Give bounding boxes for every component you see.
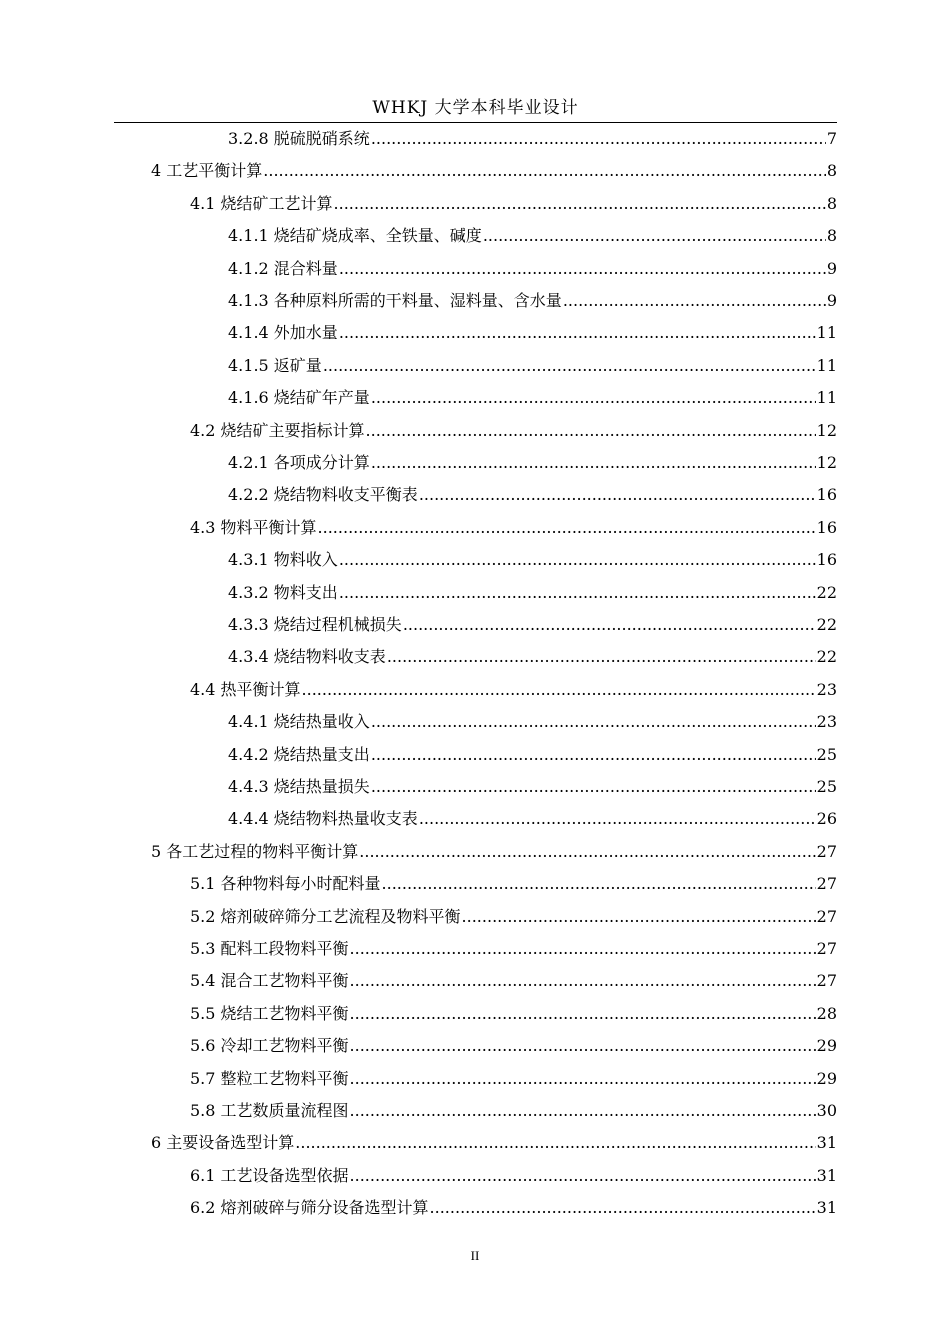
toc-entry-page: 25 <box>816 777 837 796</box>
toc-entry[interactable] <box>190 903 837 931</box>
toc-entry-page: 27 <box>816 906 837 926</box>
toc-dot-leader <box>371 449 816 477</box>
toc-entry-title: 4.2.1 各项成分计算 <box>228 453 370 472</box>
toc-dot-leader <box>334 190 826 218</box>
toc-entry[interactable] <box>190 1097 837 1125</box>
toc-entry-title: 4.1.2 混合料量 <box>228 258 338 278</box>
toc-entry-page: 27 <box>816 971 837 991</box>
toc-entry-page: 28 <box>816 1003 837 1023</box>
toc-entry-title: 5.2 熔剂破碎筛分工艺流程及物料平衡 <box>190 906 461 926</box>
toc-dot-leader <box>387 643 816 671</box>
toc-entry-page: 29 <box>816 1036 837 1056</box>
toc-entry-page: 11 <box>816 388 837 408</box>
toc-entry-title: 4.2.2 烧结物料收支平衡表 <box>228 485 418 505</box>
toc-entry-page: 25 <box>816 744 837 764</box>
toc-entry[interactable] <box>228 449 837 477</box>
toc-entry-page: 29 <box>816 1068 837 1088</box>
toc-entry-title: 4.3.3 烧结过程机械损失 <box>228 615 402 634</box>
toc-dot-leader <box>350 1000 816 1028</box>
toc-entry-page: 27 <box>816 874 837 894</box>
toc-dot-leader <box>318 514 816 542</box>
toc-entry-title: 6.1 工艺设备选型依据 <box>190 1165 349 1185</box>
toc-entry[interactable] <box>190 1194 837 1222</box>
toc-entry-title: 4.3.2 物料支出 <box>228 582 338 602</box>
page-number: II <box>470 1248 480 1263</box>
header-rule <box>114 122 837 123</box>
toc-dot-leader <box>371 708 816 736</box>
toc-dot-leader <box>350 935 816 963</box>
toc-entry[interactable] <box>228 481 837 509</box>
toc-dot-leader <box>339 579 816 607</box>
toc-entry-page: 12 <box>816 420 837 440</box>
toc-entry-page: 23 <box>816 712 837 732</box>
toc-dot-leader <box>430 1194 816 1222</box>
toc-entry[interactable] <box>151 838 837 866</box>
toc-entry-page: 8 <box>826 161 837 181</box>
toc-entry[interactable] <box>228 222 837 250</box>
toc-entry[interactable] <box>190 935 837 963</box>
toc-entry-page: 16 <box>816 550 837 570</box>
toc-dot-leader <box>350 1162 816 1190</box>
toc-dot-leader <box>350 1065 816 1093</box>
toc-dot-leader <box>371 773 816 801</box>
toc-entry[interactable] <box>190 190 837 218</box>
toc-entry-title: 4.4 热平衡计算 <box>190 679 301 699</box>
toc-entry-page: 16 <box>816 485 837 505</box>
toc-entry-page: 11 <box>816 355 837 375</box>
toc-entry-title: 5.3 配料工段物料平衡 <box>190 939 349 958</box>
toc-entry-title: 4.4.1 烧结热量收入 <box>228 712 370 732</box>
toc-entry-page: 7 <box>826 129 837 148</box>
toc-dot-leader <box>483 222 826 250</box>
toc-entry-page: 22 <box>816 582 837 602</box>
toc-entry-title: 4.3.1 物料收入 <box>228 550 338 570</box>
toc-entry[interactable] <box>228 805 837 833</box>
toc-entry-page: 27 <box>816 939 837 958</box>
toc-entry[interactable] <box>190 967 837 995</box>
toc-dot-leader <box>419 481 816 509</box>
toc-entry[interactable] <box>228 579 837 607</box>
toc-dot-leader <box>263 157 826 185</box>
toc-entry[interactable] <box>228 611 837 639</box>
toc-entry[interactable] <box>228 319 837 347</box>
toc-entry-page: 23 <box>816 679 837 699</box>
toc-entry[interactable] <box>151 157 837 185</box>
toc-dot-leader <box>382 870 816 898</box>
toc-dot-leader <box>295 1129 815 1157</box>
toc-entry[interactable] <box>228 125 837 153</box>
toc-entry-title: 4.3 物料平衡计算 <box>190 517 317 537</box>
toc-entry-page: 31 <box>816 1133 837 1153</box>
toc-entry[interactable] <box>190 870 837 898</box>
page-header: WHKJ 大学本科毕业设计 <box>372 98 579 118</box>
toc-entry-page: 12 <box>816 453 837 472</box>
toc-entry-title: 5.7 整粒工艺物料平衡 <box>190 1068 349 1088</box>
toc-entry-page: 9 <box>826 291 837 310</box>
toc-dot-leader <box>350 1032 816 1060</box>
toc-entry-title: 4.4.4 烧结物料热量收支表 <box>228 809 418 829</box>
toc-entry-page: 11 <box>816 323 837 343</box>
toc-entry-page: 22 <box>816 647 837 667</box>
toc-entry-title: 4.1.6 烧结矿年产量 <box>228 388 370 408</box>
toc-entry[interactable] <box>228 546 837 574</box>
toc-entry-title: 4.4.3 烧结热量损失 <box>228 777 370 796</box>
toc-dot-leader <box>323 352 816 380</box>
toc-entry-page: 8 <box>826 193 837 213</box>
toc-entry-page: 8 <box>826 226 837 246</box>
toc-dot-leader <box>371 384 816 412</box>
toc-entry[interactable] <box>228 708 837 736</box>
toc-entry[interactable] <box>190 676 837 704</box>
toc-entry-title: 5.4 混合工艺物料平衡 <box>190 971 349 991</box>
toc-entry[interactable] <box>228 741 837 769</box>
toc-entry[interactable] <box>190 417 837 445</box>
toc-entry-title: 6 主要设备选型计算 <box>151 1133 295 1153</box>
toc-entry-title: 3.2.8 脱硫脱硝系统 <box>228 129 370 148</box>
toc-entry[interactable] <box>190 1065 837 1093</box>
toc-entry-title: 4.3.4 烧结物料收支表 <box>228 647 386 667</box>
toc-entry-page: 26 <box>816 809 837 829</box>
toc-entry[interactable] <box>151 1129 837 1157</box>
toc-dot-leader <box>371 741 816 769</box>
toc-entry-title: 4.1.5 返矿量 <box>228 355 322 375</box>
toc-entry-title: 4 工艺平衡计算 <box>151 161 263 181</box>
toc-entry-title: 5 各工艺过程的物料平衡计算 <box>151 841 359 861</box>
toc-entry[interactable] <box>228 255 837 283</box>
toc-entry[interactable] <box>190 514 837 542</box>
toc-dot-leader <box>462 903 816 931</box>
toc-dot-leader <box>366 417 816 445</box>
toc-dot-leader <box>419 805 816 833</box>
toc-dot-leader <box>371 125 826 153</box>
toc-dot-leader <box>339 255 826 283</box>
toc-entry[interactable] <box>228 287 837 315</box>
toc-entry-title: 4.1.3 各种原料所需的干料量、湿料量、含水量 <box>228 291 562 310</box>
toc-entry-page: 9 <box>826 258 837 278</box>
toc-dot-leader <box>359 838 815 866</box>
toc-entry-page: 31 <box>816 1198 837 1218</box>
toc-entry-title: 4.1.1 烧结矿烧成率、全铁量、碱度 <box>228 226 482 246</box>
toc-entry-title: 6.2 熔剂破碎与筛分设备选型计算 <box>190 1198 429 1218</box>
toc-entry-page: 22 <box>816 615 837 634</box>
toc-entry-title: 4.1.4 外加水量 <box>228 323 338 343</box>
toc-entry-title: 4.2 烧结矿主要指标计算 <box>190 420 365 440</box>
toc-dot-leader <box>339 546 816 574</box>
toc-entry-title: 4.1 烧结矿工艺计算 <box>190 193 333 213</box>
toc-dot-leader <box>302 676 816 704</box>
toc-entry-page: 16 <box>816 517 837 537</box>
toc-dot-leader <box>350 1097 816 1125</box>
toc-entry[interactable] <box>190 1000 837 1028</box>
toc-entry-page: 30 <box>816 1101 837 1120</box>
toc-entry-title: 5.5 烧结工艺物料平衡 <box>190 1003 349 1023</box>
toc-entry[interactable] <box>228 352 837 380</box>
toc-entry[interactable] <box>228 384 837 412</box>
toc-dot-leader <box>339 319 816 347</box>
toc-entry-title: 5.1 各种物料每小时配料量 <box>190 874 381 894</box>
toc-entry[interactable] <box>228 773 837 801</box>
toc-entry-title: 5.6 冷却工艺物料平衡 <box>190 1036 349 1056</box>
toc-entry-page: 31 <box>816 1165 837 1185</box>
toc-entry-title: 4.4.2 烧结热量支出 <box>228 744 370 764</box>
toc-entry[interactable] <box>228 643 837 671</box>
toc-dot-leader <box>563 287 826 315</box>
toc-entry-page: 27 <box>816 841 837 861</box>
toc-entry[interactable] <box>190 1162 837 1190</box>
toc-entry[interactable] <box>190 1032 837 1060</box>
toc-dot-leader <box>403 611 816 639</box>
toc-dot-leader <box>350 967 816 995</box>
toc-entry-title: 5.8 工艺数质量流程图 <box>190 1101 349 1120</box>
